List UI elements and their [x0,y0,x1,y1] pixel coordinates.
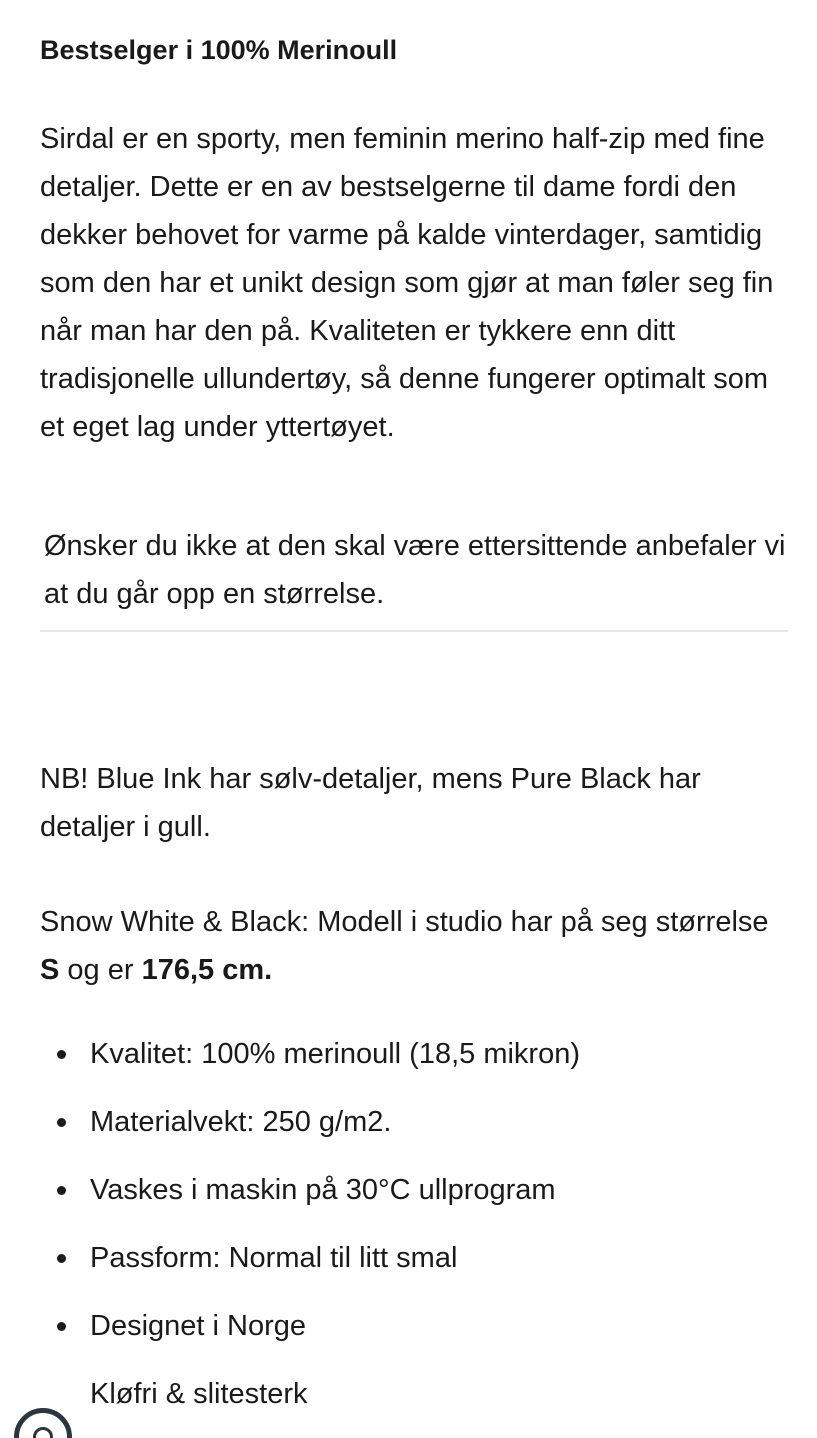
list-item [40,1306,788,1346]
feature-text: Designet i Norge [90,1310,306,1342]
description-heading: Bestselger i 100% Merinoull [40,35,398,65]
description-intro: Sirdal er en sporty, men feminin merino half-zip med fine detaljer. Dette er en av bestselgerne til dame fordi den dekker behovet for varme på kalde vinterdager, samtidig som den har et unikt design som gjør at man føler seg fin når man har den på. Kvaliteten er tykkere enn ditt tradisjonelle ullundertøy, så denne fungerer optimalt som et eget lag under yttertøyet. [40,123,774,443]
bullet-icon [57,1118,66,1127]
section-divider [40,630,788,632]
feature-text: Kløfri & slitesterk [90,1378,308,1410]
color-note: NB! Blue Ink har sølv-detaljer, mens Pure Black har detaljer i gull. [40,763,701,843]
bullet-icon [57,1050,66,1059]
feature-text: Materialvekt: 250 g/m2. [90,1106,392,1138]
list-item [40,1238,788,1278]
feature-list [40,1034,788,1414]
feature-text: Vaskes i maskin på 30°C ullprogram [90,1174,556,1206]
list-item [40,1170,788,1210]
bullet-icon [57,1254,66,1263]
feature-text: Kvalitet: 100% merinoull (18,5 mikron) [90,1038,580,1070]
size-note: Ønsker du ikke at den skal være ettersittende anbefaler vi at du går opp en størrelse. [44,530,786,610]
model-info-prefix: Snow White & Black: Modell i studio har på seg størrelse [40,906,769,938]
chat-widget-icon [33,1427,53,1438]
model-info-middle: og er [59,954,142,986]
bullet-icon [57,1322,66,1331]
model-height: 176,5 cm. [141,954,273,986]
list-item [40,1374,788,1414]
bullet-icon [57,1186,66,1195]
list-item [40,1102,788,1142]
model-size: S [40,954,60,986]
model-info [40,898,788,994]
product-description [40,28,788,1438]
feature-text: Passform: Normal til litt smal [90,1242,458,1274]
list-item [40,1034,788,1074]
